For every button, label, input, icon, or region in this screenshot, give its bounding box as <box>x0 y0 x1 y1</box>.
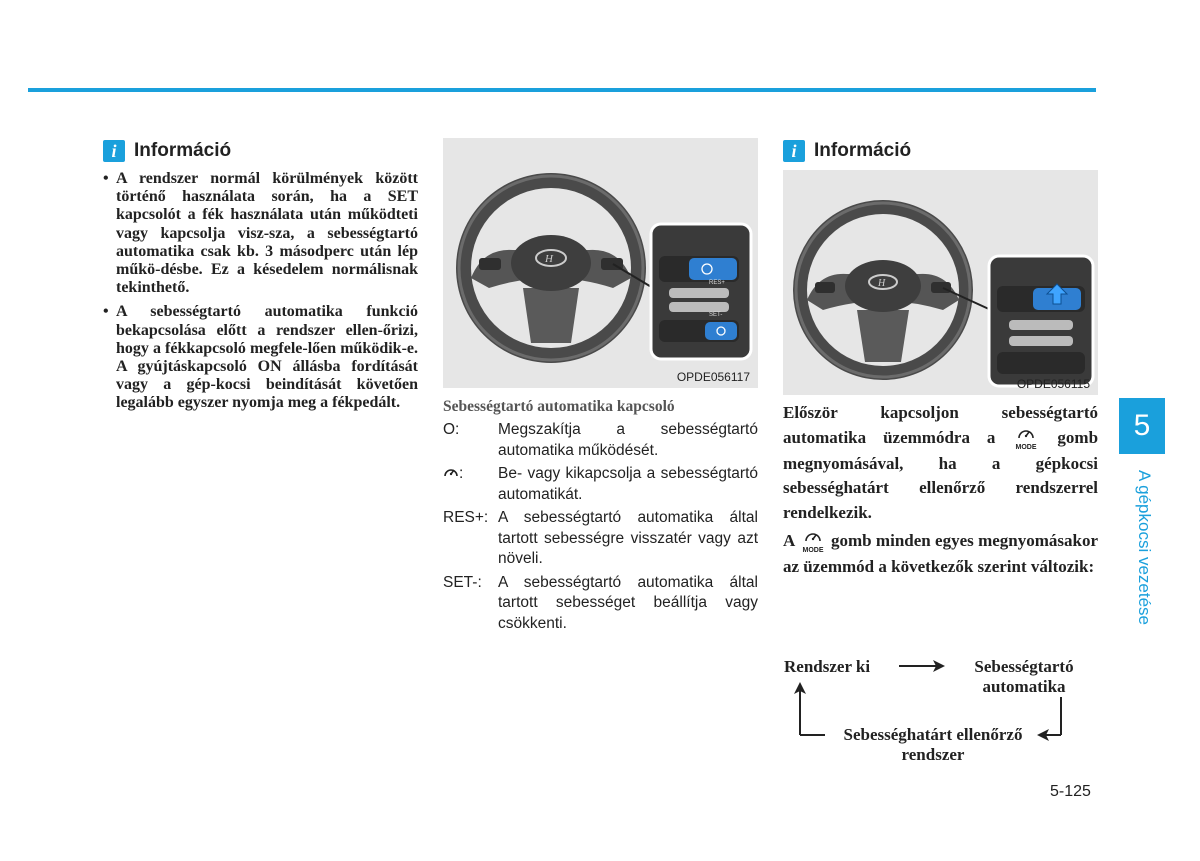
mode-label: MODE <box>1015 443 1037 451</box>
info-column-left <box>103 138 418 419</box>
paragraph-text: A <box>783 531 795 551</box>
paragraph-mode-cycle <box>783 529 1098 580</box>
definition-term-cruise <box>443 464 498 505</box>
info-heading <box>103 138 418 164</box>
mode-button-figure <box>783 170 1098 395</box>
steering-wheel-illustration <box>443 138 758 388</box>
info-bullet: • A sebességtartó automatika funkció bekapcsolása előtt a rendszer ellen-őrizi, hogy a fékkapcsoló megfele-lően működik-e. A gyújtáskapcsoló ON állásba fordítását vagy a gép-kocsi beindítását követően legalább egyszer nyomja meg a fékpedált. <box>103 303 418 412</box>
mode-button-icon <box>799 529 827 555</box>
diagram-arrows <box>783 652 1098 767</box>
page-number: 5-125 <box>1050 783 1091 800</box>
info-icon: i <box>103 140 125 162</box>
info-column-right <box>783 138 1098 580</box>
steering-wheel-figure <box>443 138 758 388</box>
paragraph-text: gomb megnyomásával, ha a gépkocsi sebességhatárt ellenőrző rendszerrel rendelkezik. <box>783 427 1099 522</box>
set-switch-label: SET- <box>709 312 723 318</box>
definition-term-colon: : <box>459 465 464 482</box>
mode-button-icon <box>1012 426 1040 452</box>
definition-text: A sebességtartó automatika által tartott sebességet beállítja vagy csökkenti. <box>498 573 758 632</box>
res-switch-label: RES+ <box>709 280 725 286</box>
chapter-tab <box>1119 398 1165 454</box>
paragraph-text: gomb minden egyes megnyomásakor az üzemmód a következők szerint változik: <box>783 531 1099 577</box>
definition-text: A sebességtartó automatika által tartott sebességre visszatér vagy azt növeli. <box>498 509 758 567</box>
mode-label: MODE <box>802 547 824 555</box>
mode-cycle-diagram <box>783 652 1098 767</box>
info-icon: i <box>783 140 805 162</box>
diagram-node-cruise-control: Sebességtartó automatika <box>974 657 1074 696</box>
info-title: Információ <box>134 140 232 161</box>
chapter-title: A gépkocsi vezetése <box>1135 470 1154 625</box>
svg-text:H: H <box>545 253 553 265</box>
info-title: Információ <box>814 140 912 161</box>
paragraph-text: Először kapcsoljon sebességtartó automatika üzemmódra a <box>783 403 1098 447</box>
definition-item <box>443 508 758 570</box>
diagram-node-system-off: Rendszer ki <box>784 657 871 676</box>
paragraph-mode-intro <box>783 401 1098 525</box>
definition-item <box>443 464 758 505</box>
steering-wheel-mode-illustration <box>783 170 1098 395</box>
info-heading <box>783 138 1098 164</box>
switch-description-column <box>443 138 758 637</box>
definition-text: Be- vagy kikapcsolja a sebességtartó automatikát. <box>498 465 758 503</box>
figure-code: OPDE056115 <box>1016 377 1090 391</box>
definition-list <box>443 420 758 634</box>
figure-caption: Sebességtartó automatika kapcsoló <box>443 398 675 415</box>
diagram-node-speed-limit: Sebességhatárt ellenőrző rendszer <box>843 725 1023 764</box>
definition-term: SET-: <box>443 573 482 591</box>
svg-text:H: H <box>878 278 886 289</box>
info-bullet: • A rendszer normál körülmények között történő használata során, ha a SET kapcsolót a fék használata után működteti vagy kapcsolja visz-sza, a sebességtartó automatika csak kb. 3 másodperc után lép műkö-désbe. Ez a késedelem normálisnak tekinthető. <box>103 170 418 297</box>
figure-code: OPDE056117 <box>676 370 750 384</box>
definition-text: Megszakítja a sebességtartó automatika működését. <box>498 421 758 459</box>
definition-item <box>443 573 758 635</box>
cruise-control-icon <box>443 464 459 480</box>
definition-item <box>443 420 758 461</box>
top-rule <box>28 88 1096 92</box>
definition-term: O: <box>443 421 460 438</box>
chapter-number: 5 <box>1133 409 1151 442</box>
definition-term: RES+: <box>443 509 489 526</box>
info-bullet-list <box>103 170 418 413</box>
